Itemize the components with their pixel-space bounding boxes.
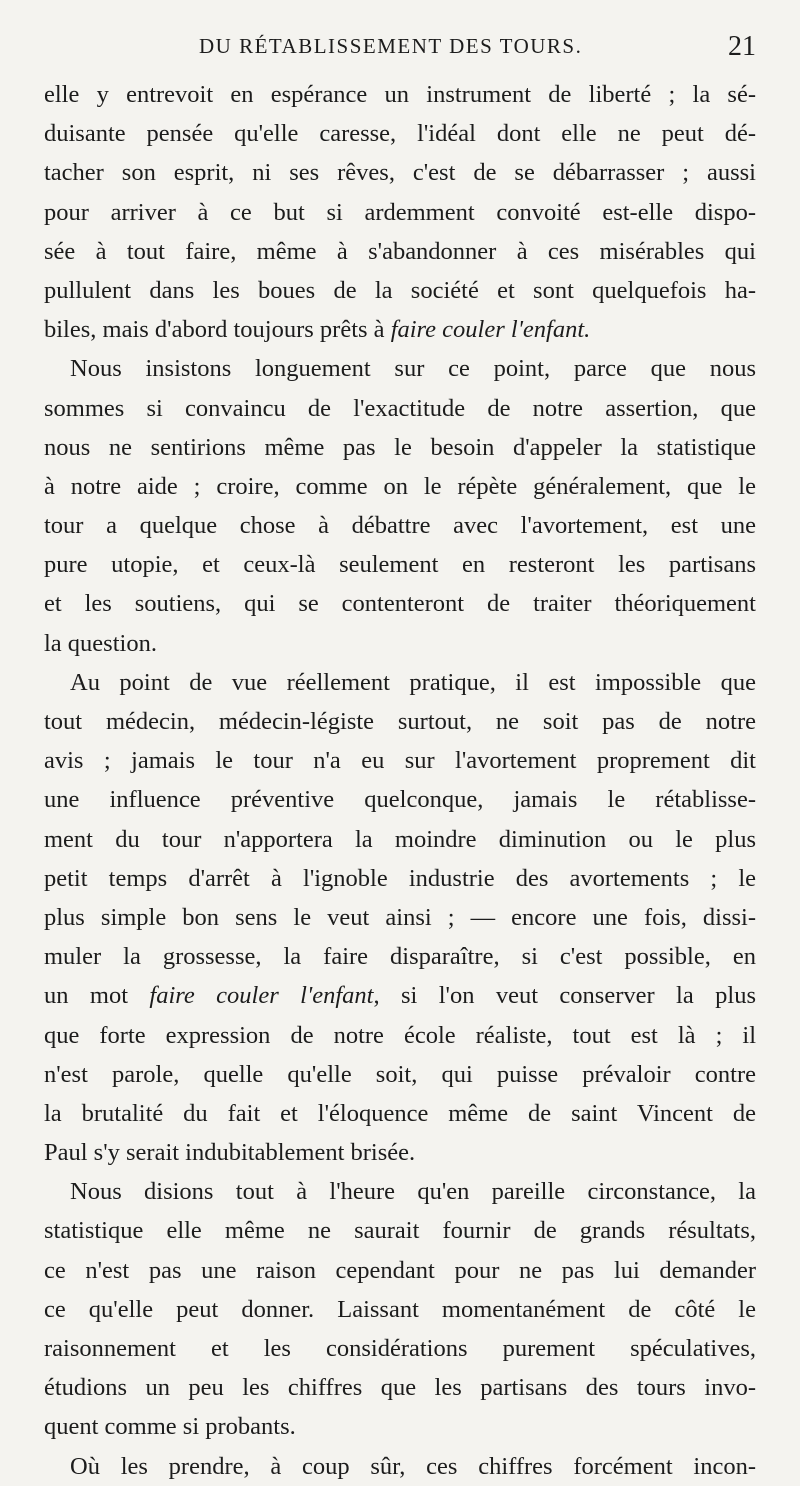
text-line: raisonnement et les considérations purement spéculatives, [44,1335,756,1362]
text-line: pour arriver à ce but si ardemment convoité est-elle dispo- [44,198,756,226]
text-line: n'est parole, quelle qu'elle soit, qui puisse prévaloir contre [44,1060,756,1088]
text-line: quent comme si probants. [44,1413,296,1441]
text-span: , si l'on veut conserver la plus [373,982,756,1010]
text-line: une influence préventive quelconque, jamais le rétablisse- [44,786,756,814]
page-number: 21 [728,31,756,62]
paragraph-first-line: Nous disions tout à l'heure qu'en pareille circonstance, la [70,1178,756,1206]
text-line: étudions un peu les chiffres que les partisans des tours invo- [44,1374,756,1402]
text-line: sommes si convaincu de l'exactitude de notre assertion, que [44,394,756,422]
text-line: duisante pensée qu'elle caresse, l'idéal dont elle ne peut dé- [44,120,756,148]
text-line [44,310,756,349]
text-line: tour a quelque chose à débattre avec l'avortement, est une [44,512,756,540]
text-line: Paul s'y serait indubitablement brisée. [44,1139,416,1167]
text-line: ce n'est pas une raison cependant pour ne pas lui demander [44,1256,756,1284]
running-title: DU RÉTABLISSEMENT DES TOURS. [199,34,583,58]
text-line: ce qu'elle peut donner. Laissant momentanément de côté le [44,1295,756,1323]
text-line: petit temps d'arrêt à l'ignoble industrie des avortements ; le [44,864,756,892]
text-line: et les soutiens, qui se contenteront de traiter théoriquement [44,590,756,618]
text-line: ment du tour n'apportera la moindre diminution ou le plus [44,825,756,853]
text-line: tout médecin, médecin-légiste surtout, ne soit pas de notre [44,708,756,735]
text-line: tacher son esprit, ni ses rêves, c'est de se débarrasser ; aussi [44,159,756,187]
text-line: la brutalité du fait et l'éloquence même de saint Vincent de [44,1099,756,1127]
text-line [44,976,756,1015]
text-line: avis ; jamais le tour n'a eu sur l'avortement proprement dit [44,747,756,775]
text-line: statistique elle même ne saurait fournir de grands résultats, [44,1217,756,1245]
text-line: que forte expression de notre école réaliste, tout est là ; il [44,1021,756,1049]
text-line: sée à tout faire, même à s'abandonner à ces misérables qui [44,237,756,265]
text-line: nous ne sentirions même pas le besoin d'appeler la statistique [44,433,756,461]
italic-phrase: faire couler l'enfant [149,982,374,1010]
body-text [44,75,756,1486]
paragraph-first-line: Où les prendre, à coup sûr, ces chiffres forcément incon- [70,1452,756,1480]
text-line: plus simple bon sens le veut ainsi ; — encore une fois, dissi- [44,903,756,931]
italic-phrase: faire couler l'enfant. [390,316,591,344]
paragraph-first-line: Nous insistons longuement sur ce point, parce que nous [70,355,756,383]
text-line: pure utopie, et ceux-là seulement en resteront les partisans [44,551,756,579]
running-head [44,31,756,66]
text-line: muler la grossesse, la faire disparaître, si c'est possible, en [44,943,756,971]
text-line: la question. [44,629,157,657]
text-line: à notre aide ; croire, comme on le répète généralement, que le [44,472,756,500]
text-span: biles, mais d'abord toujours prêts à [44,316,391,344]
text-span: un mot [44,982,150,1010]
text-line: pullulent dans les boues de la société et sont quelquefois ha- [44,276,756,304]
text-line: elle y entrevoit en espérance un instrument de liberté ; la sé- [44,81,756,108]
paragraph-first-line: Au point de vue réellement pratique, il est impossible que [70,668,756,696]
